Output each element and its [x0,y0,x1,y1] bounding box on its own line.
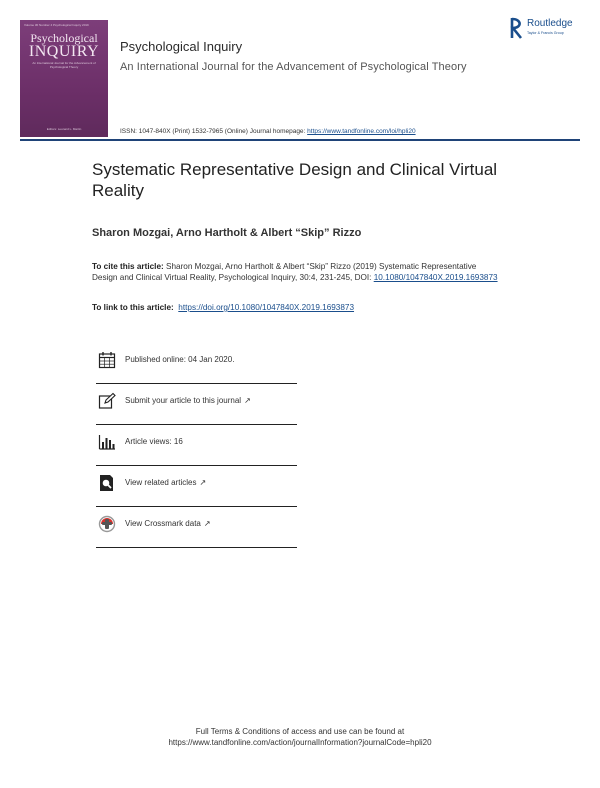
article-views-row [96,425,297,466]
cover-topline: Volume 30 Number 4 Psychological Inquiry 2019 [24,23,89,27]
article-doi-link[interactable]: https://doi.org/10.1080/1047840X.2019.1693873 [178,303,355,312]
edit-icon [98,392,116,410]
search-document-icon [98,474,116,492]
cover-title-line2: INQUIRY [28,43,100,60]
calendar-icon [98,351,116,369]
cover-title-line1: Psychological [30,31,98,45]
external-link-icon: ↗ [203,519,211,528]
crossmark-row[interactable] [96,507,297,548]
crossmark-link[interactable] [125,519,211,528]
publisher-tagline: Taylor & Francis Group [527,31,564,35]
article-title: Systematic Representative Design and Clinical Virtual Reality [92,160,498,200]
article-actions [96,343,297,548]
submit-article-link[interactable] [125,396,251,405]
journal-subtitle: An International Journal for the Advancement of Psychological Theory [120,61,467,73]
submit-article-row[interactable] [96,384,297,425]
related-articles-label: View related articles [125,478,197,487]
journal-title: Psychological Inquiry [120,39,243,54]
issn-line [120,128,416,135]
cover-editors: Editors: Leonard L. Martin [46,127,82,131]
published-online-label: Published online: 04 Jan 2020. [125,355,235,364]
related-articles-row[interactable] [96,466,297,507]
external-link-icon: ↗ [199,478,207,487]
article-link-line [92,303,354,312]
journal-homepage-link[interactable]: https://www.tandfonline.com/loi/hpli20 [307,128,416,135]
crossmark-label: View Crossmark data [125,519,201,528]
cite-text: Sharon Mozgai, Arno Hartholt & Albert “Skip” Rizzo (2019) Systematic Representative Design and Clinical Virtual Reality, Psychological Inquiry, 30:4, 231-245, DOI: [92,262,477,282]
cite-label: To cite this article: [92,262,164,271]
publisher-name: Routledge [527,18,573,29]
crossmark-icon [98,515,116,533]
citation-block [92,261,502,283]
header-divider [20,139,580,141]
footer-terms-text: Full Terms & Conditions of access and use can be found at [195,727,405,736]
cite-doi-link[interactable]: 10.1080/1047840X.2019.1693873 [373,273,498,282]
related-articles-link[interactable] [125,478,206,487]
routledge-logo[interactable] [510,17,590,43]
routledge-r-icon [510,17,524,39]
article-views-label: Article views: 16 [125,437,183,446]
submit-article-label: Submit your article to this journal [125,396,242,405]
journal-cover [20,20,108,137]
issn-text: ISSN: 1047-840X (Print) 1532-7965 (Online) Journal homepage: [120,128,308,135]
footer [0,726,600,748]
link-label: To link to this article: [92,303,174,312]
published-online-row [96,343,297,384]
external-link-icon: ↗ [244,396,251,405]
article-authors: Sharon Mozgai, Arno Hartholt & Albert “Skip” Rizzo [92,227,362,239]
bar-chart-icon [98,433,116,451]
cover-subtitle: An International Journal for the Advancement of Psychological Theory [32,61,96,69]
footer-terms-link[interactable]: https://www.tandfonline.com/action/journalInformation?journalCode=hpli20 [168,738,432,747]
